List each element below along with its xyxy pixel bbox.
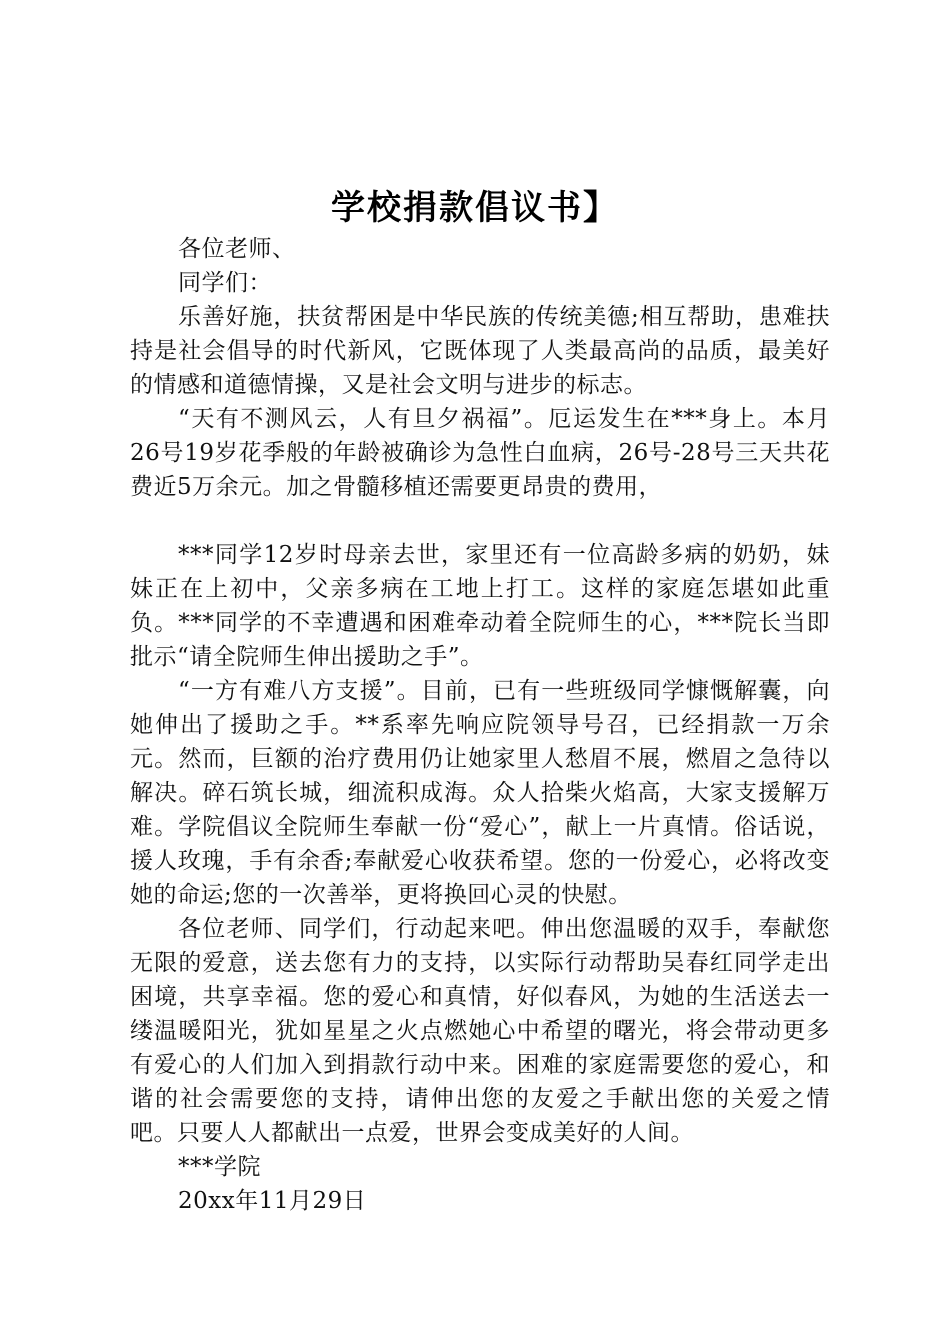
paragraph-2: “天有不测风云，人有旦夕祸福”。厄运发生在***身上。本月26号19岁花季般的年龄被确诊为急性白血病，26号-28号三天共花费近5万余元。加之骨髓移植还需要更昂贵的费用， bbox=[130, 406, 830, 500]
salutation-line-1: 各位老师、 bbox=[178, 236, 296, 262]
paragraph-5: 各位老师、同学们，行动起来吧。伸出您温暖的双手，奉献您无限的爱意，送去您有力的支持，以实际行动帮助吴春红同学走出困境，共享幸福。您的爱心和真情，好似春风，为她的生活送去一缕温暖阳光，犹如星星之火点燃她心中希望的曙光，将会带动更多有爱心的人们加入到捐款行动中来。困难的家庭需要您的爱心，和谐的社会需要您的支持，请伸出您的友爱之手献出您的关爱之情吧。只要人人都献出一点爱，世界会变成美好的人间。 bbox=[130, 916, 830, 1146]
paragraph-3: ***同学12岁时母亲去世，家里还有一位高龄多病的奶奶，妹妹正在上初中，父亲多病在工地上打工。这样的家庭怎堪如此重负。***同学的不幸遭遇和困难牵动着全院师生的心，***院长当即批示“请全院师生伸出援助之手”。 bbox=[130, 542, 830, 670]
paragraph-gap bbox=[130, 504, 830, 538]
paragraph-4: “一方有难八方支援”。目前，已有一些班级同学慷慨解囊，向她伸出了援助之手。**系率先响应院领导号召，已经捐款一万余元。然而，巨额的治疗费用仍让她家里人愁眉不展，燃眉之急待以解决。碎石筑长城，细流积成海。众人拾柴火焰高，大家支援解万难。学院倡议全院师生奉献一份“爱心”，献上一片真情。俗话说，援人玫瑰，手有余香;奉献爱心收获希望。您的一份爱心，必将改变她的命运;您的一次善举，更将换回心灵的快慰。 bbox=[130, 678, 830, 908]
document-title: 学校捐款倡议书】 bbox=[331, 188, 619, 228]
document-body bbox=[130, 232, 830, 1218]
signature: ***学院 bbox=[178, 1154, 261, 1180]
paragraph-1: 乐善好施，扶贫帮困是中华民族的传统美德;相互帮助，患难扶持是社会倡导的时代新风，它既体现了人类最高尚的品质，最美好的情感和道德情操，又是社会文明与进步的标志。 bbox=[130, 304, 830, 398]
salutation-line-2: 同学们： bbox=[178, 270, 272, 296]
date: 20xx年11月29日 bbox=[178, 1188, 367, 1214]
